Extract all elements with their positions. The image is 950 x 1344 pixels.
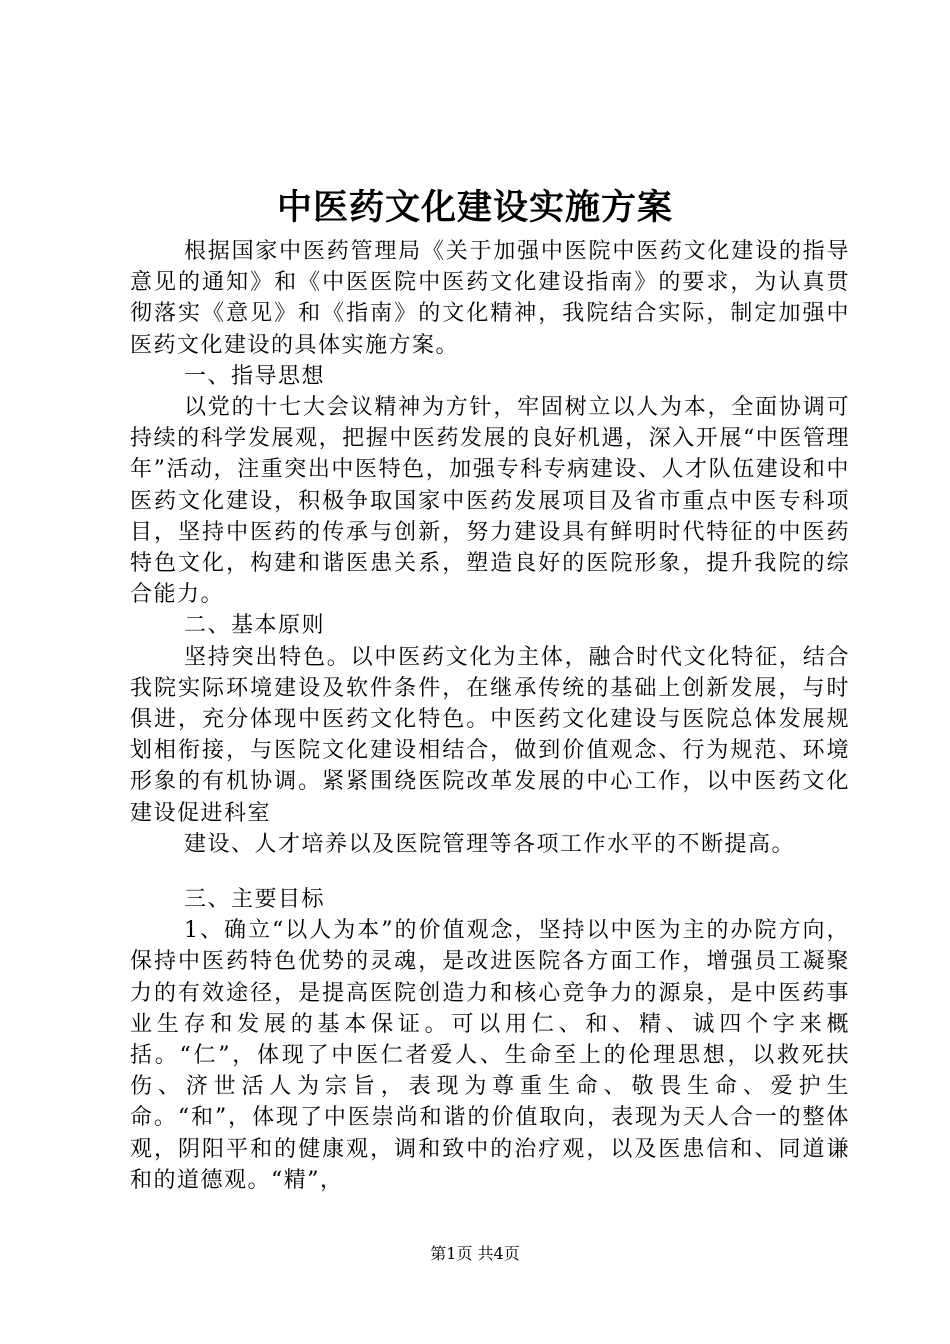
main-goals-paragraph: 1、确立“以人为本”的价值观念，坚持以中医为主的办院方向，保持中医药特色优势的灵魂，是改进医院各方面工作，增强员工凝聚力的有效途径，是提高医院创造力和核心竞争力的源泉，是中医药事业生存和发展的基本保证。可以用仁、和、精、诚四个字来概括。“仁”，体现了中医仁者爱人、生命至上的伦理思想，以救死扶伤、济世活人为宗旨，表现为尊重生命、敬畏生命、爱护生命。“和”，体现了中医崇尚和谐的价值取向，表现为天人合一的整体观，阴阳平和的健康观，调和致中的治疗观，以及医患信和、同道谦和的道德观。“精”， bbox=[130, 918, 850, 1193]
page-footer: 第1页 共4页 bbox=[430, 1244, 520, 1263]
basic-principles-paragraph: 坚持突出特色。以中医药文化为主体，融合时代文化特征，结合我院实际环境建设及软件条件，在继承传统的基础上创新发展，与时俱进，充分体现中医药文化特色。中医药文化建设与医院总体发展规划相衔接，与医院文化建设相结合，做到价值观念、行为规范、环境形象的有机协调。紧紧围绕医院改革发展的中心工作，以中医药文化建设促进科室 bbox=[130, 644, 850, 826]
basic-principles-continuation: 建设、人才培养以及医院管理等各项工作水平的不断提高。 bbox=[184, 831, 796, 857]
section-heading-main-goals: 三、主要目标 bbox=[184, 887, 326, 913]
document-body bbox=[130, 236, 850, 1196]
paragraph-gap bbox=[130, 860, 850, 884]
document-title: 中医药文化建设实施方案 bbox=[276, 187, 673, 228]
intro-paragraph: 根据国家中医药管理局《关于加强中医院中医药文化建设的指导意见的通知》和《中医医院中医药文化建设指南》的要求，为认真贯彻落实《意见》和《指南》的文化精神，我院结合实际，制定加强中医药文化建设的具体实施方案。 bbox=[130, 239, 850, 358]
section-heading-guiding-ideology: 一、指导思想 bbox=[184, 363, 326, 389]
guiding-ideology-paragraph: 以党的十七大会议精神为方针，牢固树立以人为本，全面协调可持续的科学发展观，把握中医药发展的良好机遇，深入开展“中医管理年”活动，注重突出中医特色，加强专科专病建设、人才队伍建设和中医药文化建设，积极争取国家中医药发展项目及省市重点中医专科项目，坚持中医药的传承与创新，努力建设具有鲜明时代特征的中医药特色文化，构建和谐医患关系，塑造良好的医院形象，提升我院的综合能力。 bbox=[130, 395, 850, 608]
section-heading-basic-principles: 二、基本原则 bbox=[184, 613, 326, 639]
